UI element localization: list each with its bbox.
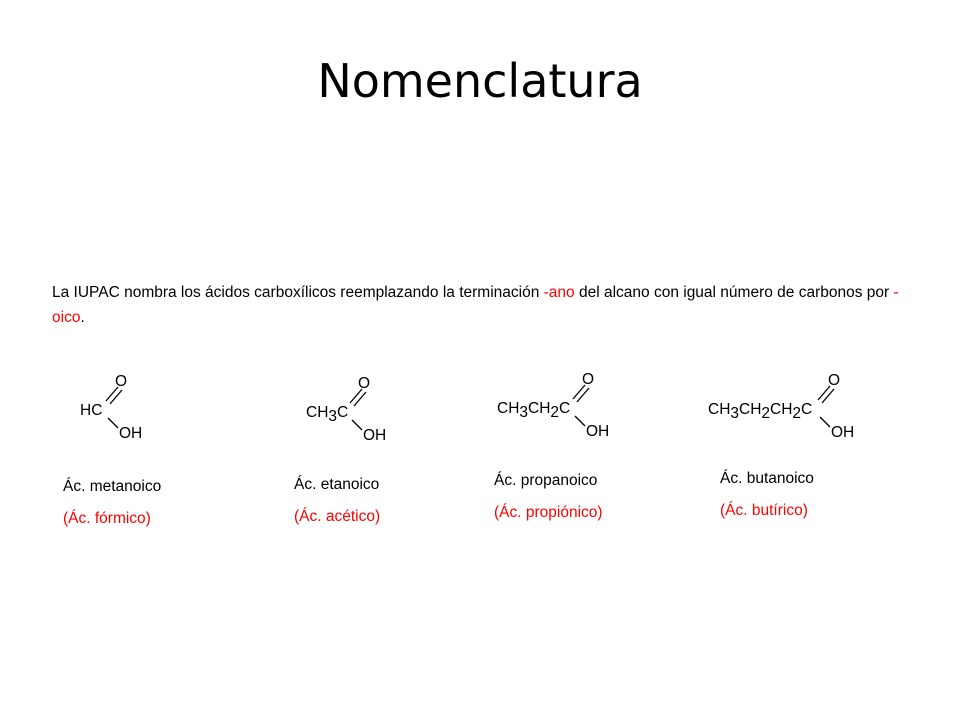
formula-prefix: CH3CH2CH2C <box>708 401 813 422</box>
common-name-propionico: (Ác. propiónico) <box>494 504 603 521</box>
molecule-metanoico <box>80 372 190 447</box>
hydroxyl-group: OH <box>363 427 387 444</box>
structure-propanoico <box>497 370 637 445</box>
intro-text-1: La IUPAC nombra los ácidos carboxílicos reemplazando la terminación <box>52 284 544 301</box>
double-bond <box>110 390 122 404</box>
double-bond <box>577 388 589 402</box>
structure-butanoico <box>708 371 878 446</box>
common-name-butirico: (Ác. butírico) <box>720 502 808 519</box>
iupac-name-propanoico: Ác. propanoico <box>494 472 598 489</box>
intro-suffix-ano: -ano <box>543 284 575 301</box>
oxygen-atom: O <box>115 373 128 390</box>
single-bond <box>352 420 362 430</box>
formula-prefix: CH3CH2C <box>497 400 571 421</box>
oxygen-atom: O <box>828 372 841 389</box>
single-bond <box>575 416 585 426</box>
hydroxyl-group: OH <box>831 424 855 441</box>
intro-paragraph <box>52 280 922 330</box>
single-bond <box>820 417 830 427</box>
molecule-propanoico <box>497 370 637 445</box>
hydroxyl-group: OH <box>119 425 143 442</box>
common-name-acetico: (Ác. acético) <box>294 508 381 525</box>
single-bond <box>108 418 118 428</box>
molecule-butanoico <box>708 371 878 446</box>
molecule-etanoico <box>306 374 426 449</box>
iupac-name-butanoico: Ác. butanoico <box>720 470 814 487</box>
common-name-formico: (Ác. fórmico) <box>63 510 151 527</box>
structure-metanoico <box>80 372 190 447</box>
iupac-name-metanoico: Ác. metanoico <box>63 478 162 495</box>
iupac-name-etanoico: Ác. etanoico <box>294 476 380 493</box>
hydroxyl-group: OH <box>586 423 610 440</box>
intro-text-2: del alcano con igual número de carbonos por <box>574 284 894 301</box>
double-bond <box>822 389 834 403</box>
structure-etanoico <box>306 374 426 449</box>
slide-title: Nomenclatura <box>317 54 643 108</box>
intro-suffix-oico: -oico <box>52 284 899 326</box>
formula-prefix: HC <box>80 402 103 419</box>
double-bond <box>354 392 366 406</box>
oxygen-atom: O <box>582 371 595 388</box>
intro-text-3: . <box>80 309 85 326</box>
oxygen-atom: O <box>358 375 371 392</box>
formula-prefix: CH3C <box>306 404 349 425</box>
